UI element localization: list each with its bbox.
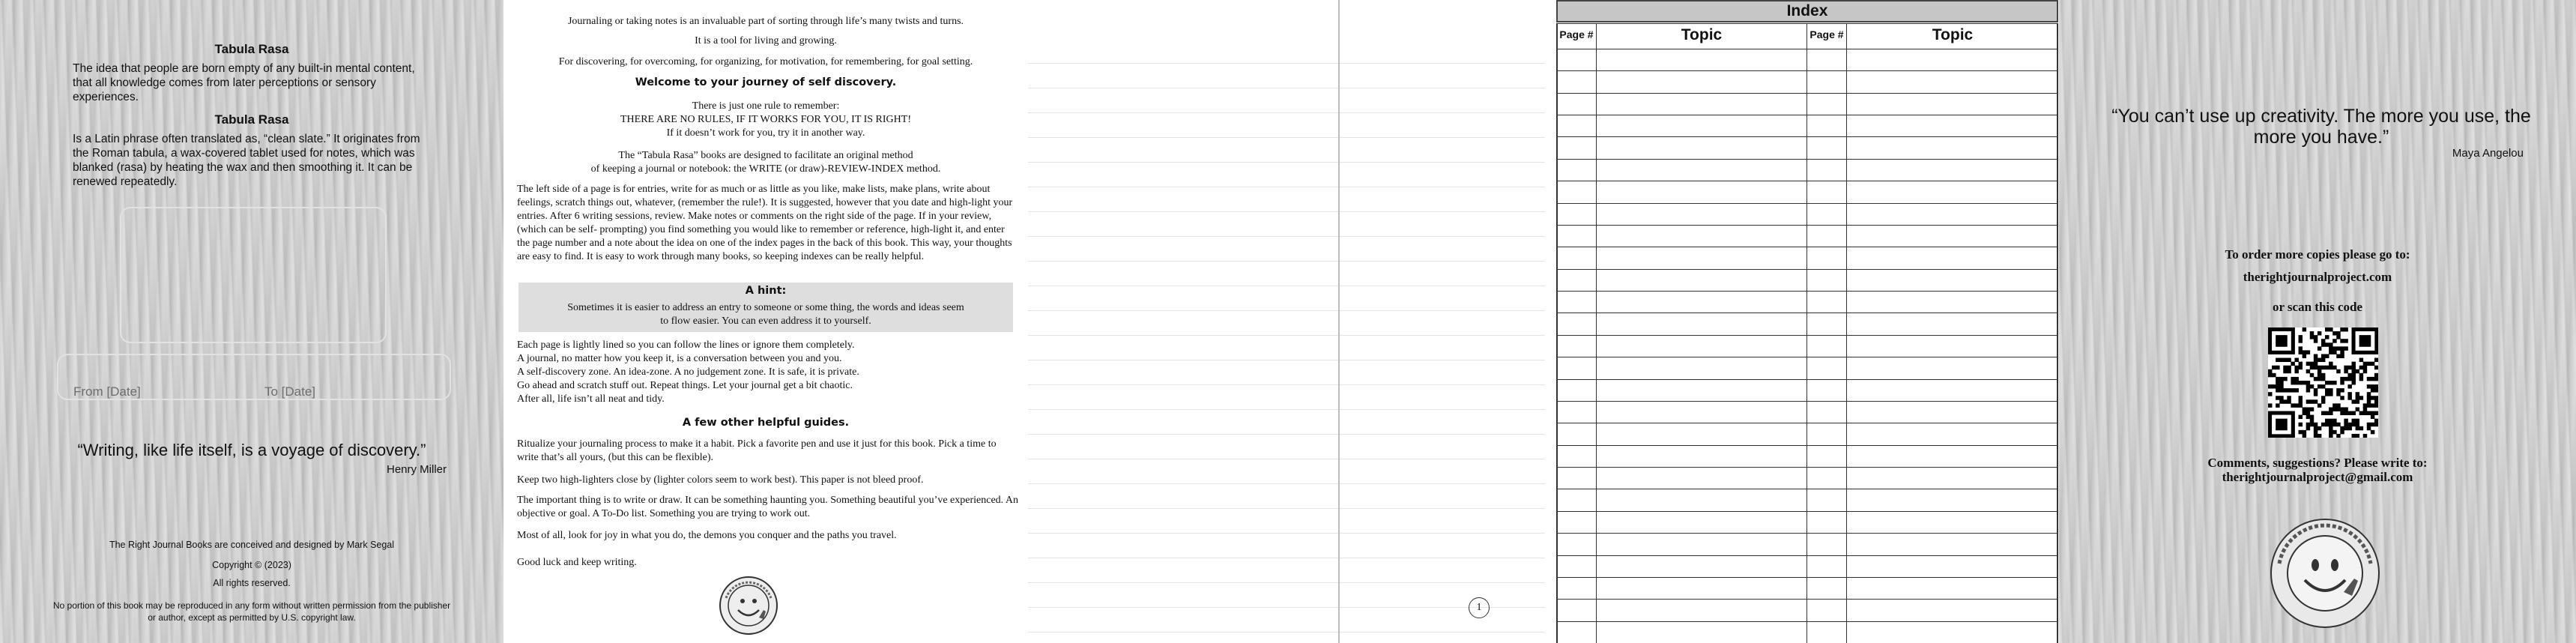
index-row-line [1556, 467, 2058, 468]
copyright-notice-line-1: No portion of this book may be reproduced in any form without written permission from the publisher [52, 600, 451, 611]
guides-heading: A few other helpful guides. [682, 417, 850, 429]
index-row-line [1556, 159, 2058, 160]
index-row-line [1556, 555, 2058, 556]
quote-author: Henry Miller [386, 463, 447, 476]
lined-line-4: Go ahead and scratch stuff out. Repeat things. Let your journal get a bit chaotic. [517, 380, 853, 391]
tabula-rasa-heading: Tabula Rasa [214, 42, 289, 56]
tabula-rasa-heading-2: Tabula Rasa [214, 112, 289, 127]
intro-line-3: For discovering, for overcoming, for organizing, for motivation, for remembering, for goal setting. [558, 56, 973, 67]
copyright-notice-line-2: or author, except as permitted by U.S. copyright law. [148, 612, 356, 623]
index-row-line [1556, 70, 2058, 71]
index-row-line [1556, 335, 2058, 336]
from-date-label: From [Date] [73, 384, 141, 399]
guide-joy: Most of all, look for joy in what you do, the demons you conquer and the paths you travel. [517, 530, 897, 541]
tabula-rasa-definition: The idea that people are born empty of any built-in mental content, that all knowledge comes from later perceptions or sensory experiences. [73, 62, 415, 103]
index-row-line [1556, 577, 2058, 578]
ruled-line [1028, 162, 1545, 163]
ruled-line [1028, 632, 1545, 633]
hint-text-line-2: to flow easier. You can even address it to yourself. [660, 316, 871, 327]
rights-line: All rights reserved. [213, 578, 291, 588]
ruled-line [1028, 335, 1545, 336]
topic-column-header-left: Topic [1681, 26, 1723, 43]
playground-logo [2269, 517, 2381, 630]
qr-code-icon [2268, 327, 2378, 438]
qr-code[interactable] [2268, 327, 2378, 438]
ruled-line [1028, 236, 1545, 237]
index-row-line [1556, 136, 2058, 137]
ruled-line [1028, 409, 1545, 410]
grid-line [1846, 23, 1847, 643]
ruled-line [1028, 211, 1545, 212]
index-row-line [1556, 533, 2058, 534]
ruled-line [1028, 582, 1545, 583]
name-label-frame [120, 207, 387, 343]
quote-author: Maya Angelou [2452, 147, 2524, 160]
index-row-line [1556, 203, 2058, 204]
ruled-line [1028, 384, 1545, 385]
ruled-line [1028, 310, 1545, 311]
page-column-header-right: Page # [1809, 28, 1844, 40]
index-row-line [1556, 93, 2058, 94]
email-link[interactable]: therightjournalproject@gmail.com [2222, 470, 2413, 484]
design-line-1: The “Tabula Rasa” books are designed to facilitate an original method [618, 150, 913, 161]
lined-journal-page [1028, 0, 1555, 643]
rule-line-2: THERE ARE NO RULES, IF IT WORKS FOR YOU, IT IS RIGHT! [620, 114, 911, 125]
hint-text-line-1: Sometimes it is easier to address an entry to someone or some thing, the words and ideas seem [567, 302, 964, 313]
ruled-line [1028, 261, 1545, 262]
credit-line: The Right Journal Books are conceived and designed by Mark Segal [109, 540, 395, 550]
to-date-label: To [Date] [264, 384, 316, 399]
scan-line: or scan this code [2272, 300, 2363, 314]
tabula-rasa-origin: Is a Latin phrase often translated as, “clean slate.” It originates from the Roman tabula, a wax-covered tablet used for notes, which was blanked (rasa) by heating the wax and then smoothing it. It can be renewed repeatedly. [73, 133, 420, 188]
index-row-line [1556, 445, 2058, 446]
guide-highlighters: Keep two high-lighters close by (lighter colors seem to work best). This paper is not bleed proof. [517, 474, 924, 486]
index-header-line [1556, 23, 2058, 24]
intro-line-2: It is a tool for living and growing. [695, 35, 837, 46]
guide-important: The important thing is to write or draw. It can be something haunting you. Something beautiful you’ve experienced. An objective or goal. A To-Do list. Something you are trying to work out. [517, 495, 1018, 519]
instructions-page [504, 0, 1028, 643]
index-row-line [1556, 401, 2058, 402]
playground-logo-icon [719, 576, 778, 643]
copyright-line: Copyright © (2023) [212, 560, 291, 570]
topic-column-header-right: Topic [1932, 26, 1974, 43]
index-row-line [1556, 599, 2058, 600]
rule-line-1: There is just one rule to remember: [692, 100, 840, 112]
lined-line-5: After all, life isn’t all neat and tidy. [517, 393, 665, 405]
index-row-line [1556, 269, 2058, 270]
lined-line-1: Each page is lightly lined so you can follow the lines or ignore them completely. [517, 339, 855, 351]
playground-logo [719, 576, 778, 636]
back-cover-panel [2059, 0, 2576, 643]
henry-miller-quote: “Writing, like life itself, is a voyage of discovery.” [77, 441, 426, 459]
ruled-line [1028, 533, 1545, 534]
index-row-line [1556, 225, 2058, 226]
rule-line-3: If it doesn’t work for you, try it in another way. [666, 127, 865, 139]
index-row-line [1556, 511, 2058, 512]
ruled-line [1028, 607, 1545, 608]
ruled-line [1028, 508, 1545, 509]
maya-angelou-quote: “You can’t use up creativity. The more you use, the more you have.” [2111, 106, 2531, 148]
index-row-line [1556, 379, 2058, 380]
grid-line [1596, 23, 1597, 643]
index-title: Index [1556, 0, 2058, 22]
ruled-line [1028, 434, 1545, 435]
grid-line [1556, 23, 1558, 643]
design-line-2: of keeping a journal or notebook: the WRITE (or draw)-REVIEW-INDEX method. [590, 163, 941, 175]
lined-line-3: A self-discovery zone. An idea-zone. A no judgement zone. It is safe, it is private. [517, 366, 859, 378]
website-link[interactable]: therightjournalproject.com [2243, 270, 2392, 284]
welcome-heading: Welcome to your journey of self discovery. [635, 76, 897, 88]
hint-title: A hint: [745, 285, 787, 297]
grid-line [1806, 23, 1807, 643]
playground-logo-icon [2269, 517, 2381, 630]
index-page [1555, 0, 2059, 643]
lined-line-2: A journal, no matter how you keep it, is a conversation between you and you. [517, 353, 842, 364]
comments-line: Comments, suggestions? Please write to: [2207, 456, 2428, 470]
page-number: 1 [1469, 597, 1490, 618]
inside-cover-panel [0, 0, 504, 643]
intro-line-1: Journaling or taking notes is an invaluable part of sorting through life’s many twists and turns. [567, 16, 964, 27]
guide-ritualize: Ritualize your journaling process to make it a habit. Pick a favorite pen and use it just for this book. Pick a time to write that’s all yours, (but this can be flexible). [517, 438, 997, 463]
grid-line [2057, 23, 2058, 643]
ruled-line [1028, 483, 1545, 484]
index-row-line [1556, 291, 2058, 292]
closing-line: Good luck and keep writing. [517, 557, 637, 568]
method-paragraph: The left side of a page is for entries, write for as much or as little as you like, make lists, make plans, write about feelings, scratch things out, whatever, (remember the rule!). It is suggested, however that you date and high-light your entries. After 6 writing sessions, review. Make notes or comments on the right side of the page. If in your review, (which can be self- prompting) you find something you would like to remember or reference, high-light it, and enter the page number and a note about the idea on one of the index pages in the back of this book. This way, your thoughts are easy to find. It is easy to work through many books, so keeping indexes can be really helpful. [517, 184, 1013, 262]
review-margin-line [1338, 0, 1340, 643]
index-row-line [1556, 621, 2058, 622]
ruled-line [1028, 63, 1545, 64]
ruled-line [1028, 112, 1545, 113]
ruled-line [1028, 137, 1545, 138]
order-line: To order more copies please go to: [2225, 247, 2410, 262]
page-column-header-left: Page # [1559, 28, 1594, 40]
